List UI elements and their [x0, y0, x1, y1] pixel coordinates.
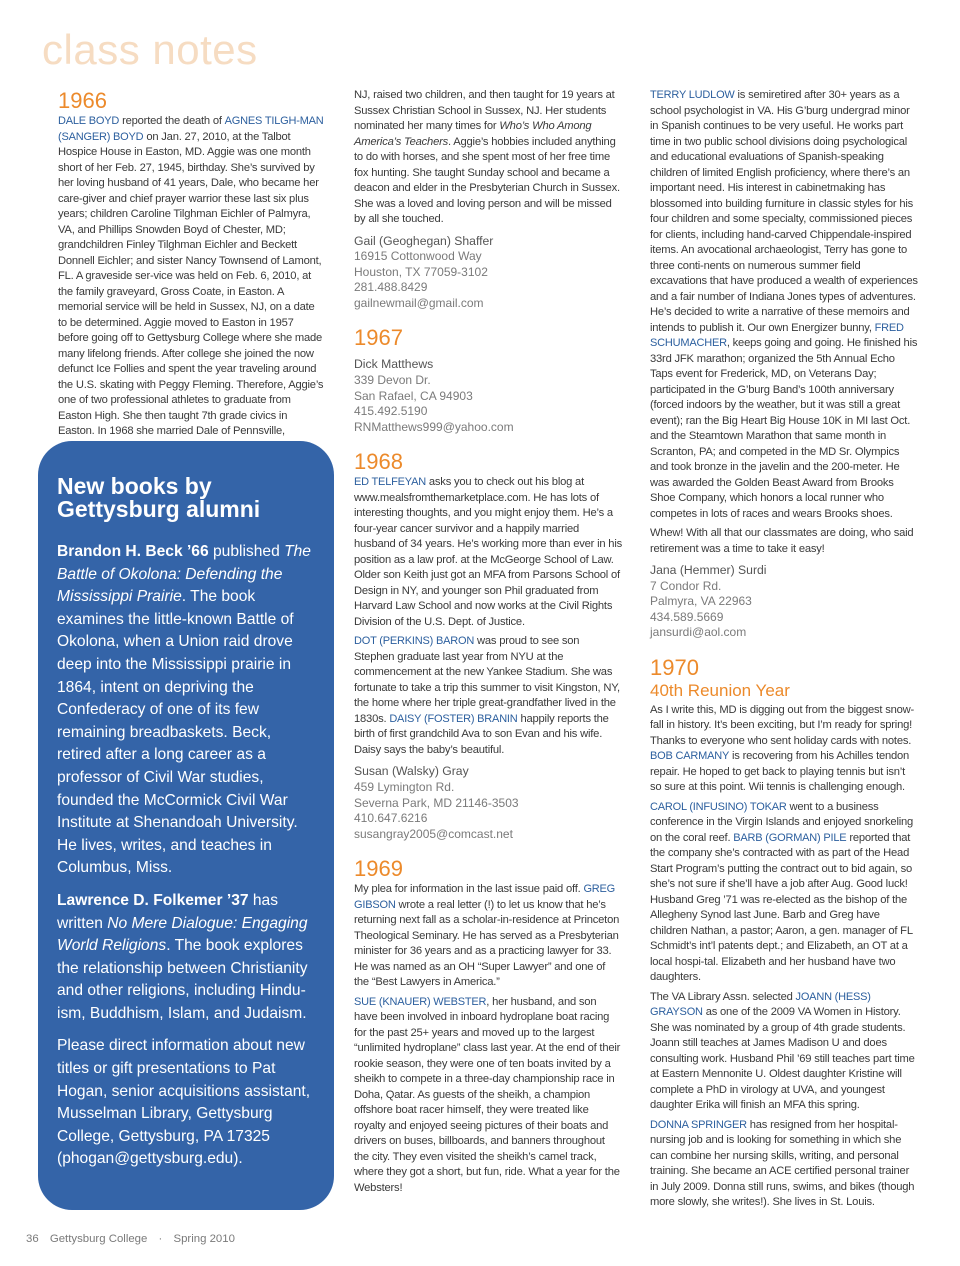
note-grayson — [650, 990, 918, 1114]
note-boyd — [58, 114, 326, 440]
book-beck — [57, 541, 316, 880]
footer-separator: · — [158, 1233, 163, 1245]
author-name: Lawrence D. Folkemer ’37 — [57, 891, 249, 909]
alumni-name: SUE (KNAUER) WEBSTER — [354, 995, 487, 1008]
class-reporter-1967 — [354, 357, 622, 435]
text-run: reported the death of — [119, 115, 225, 127]
note-baron — [354, 634, 622, 758]
reporter-contact-line: 410.647.6216 — [354, 811, 428, 826]
reunion-label: 40th Reunion Year — [650, 680, 790, 700]
title-italic: No Mere Dialogue: Engaging World Religions — [57, 914, 308, 955]
reporter-contact-line: gailnewmail@gmail.com — [354, 295, 484, 310]
author-name: Brandon H. Beck ’66 — [57, 543, 209, 560]
note-webster — [354, 995, 622, 1197]
issue-date: Spring 2010 — [173, 1233, 235, 1245]
text-run: on Jan. 27, 2010, at the Talbot Hospice House in Easton, MD. Aggie was one month short of her Feb. 27, 1945, birthday. She’s survived by her loving husband of 41 years, Dale, who became her care-giver and chief prayer warrior these last six plus years; children Caroline Tilghman Eichler of Palmyra, VA, and Phillips Snowden Boyd of Chester, MD; grandchildren Finley Tilghman Eichler and Beckett Donnell Eichler; and sister Nancy Townsend of Lamont, FL. A graveside ser-vice was held on Feb. 6, 2010, at the family graveyard, Gross Coate, in Easton. A memorial service will be held in Sussex, NJ, on a date to be determined. Aggie moved to Easton in 1957 before going off to Gettysburg College where she made many lifelong friends. After college she joined the now defunct Ice Follies and spent the year traveling around the U.S. skating with Peggy Fleming. Therefore, Aggie’s one of two professional athletes to graduate from Easton High. She then taught 7th grade civics in Easton. In 1968 she married Dale of Pennsville, — [58, 130, 324, 437]
note-ludlow — [650, 88, 918, 522]
text-run: . Aggie’s hobbies included anything to do with horses, and she spent most of her free time fox hunting. She taught Sunday school and became a deacon and elder in the Presbyterian Church in Sussex. She was a loved and loving person and will be missed by all she touched. — [354, 135, 620, 225]
text-run: The VA Library Assn. selected — [650, 990, 796, 1003]
alumni-name: DONNA SPRINGER — [650, 1118, 747, 1131]
alumni-name: CAROL (INFUSINO) TOKAR — [650, 800, 787, 813]
reporter-contact-line: Houston, TX 77059-3102 — [354, 264, 488, 279]
reporter-name: Gail (Geoghegan) Shaffer — [354, 233, 494, 248]
text-run: NJ, raised two children, and then taught for 19 years at Sussex Christian School in Sussex, NJ. Her students nominated her many times for — [354, 89, 615, 132]
text-run: As I write this, MD is digging out from the biggest snow-fall in history. It’s been exciting, but I’m ready for spring! Thanks to everyone who sent holiday cards with notes. — [650, 703, 915, 747]
reporter-contact-line: Palmyra, VA 22963 — [650, 594, 752, 609]
note-springer — [650, 1118, 918, 1211]
column-1 — [58, 88, 326, 444]
alumni-name: DAISY (FOSTER) BRANIN — [389, 712, 518, 725]
reporter-contact-line: 16915 Cottonwood Way — [354, 249, 482, 264]
alumni-name: BOB CARMANY — [650, 750, 730, 763]
text-run: wrote a real letter (!) to let us know that he’s returning next fall as a scholar-in-residence at Princeton Theological Seminary. He has served as a Presbyterian minister for 36 years and as a practicing lawyer for 33. He was named as an OH “Super Lawyer” and one of the “Best Lawyers in America.” — [354, 898, 620, 989]
text-run: is semiretired after 30+ years as a school psychologist in VA. His G’burg undergrad minor in Spanish continues to be very useful. He works part time in two public school divisions doing psychological and educational evaluations of Spanish-speaking children of limited English proficiency, where there’s an important need. His interest in cabinetmaking has blossomed into building furniture in classic styles for his four children and some specialty, commissioned pieces for clients, including hand-carved Chippendale-inspired items. An avocational archaeologist, Terry has gone to three conti-nents on numerous summer field excavations that have produced a wealth of experiences and a fair number of Indiana Jones types of adventures. He’s decided to write a narrative of these memoirs and intends to publish it. Our own Energizer bunny, — [650, 89, 918, 334]
section-title: class notes — [42, 26, 258, 73]
column-2 — [354, 88, 622, 1200]
alumni-name: JOANN (HESS) GRAYSON — [650, 990, 871, 1019]
reporter-contact-line: Severna Park, MD 21146-3503 — [354, 795, 519, 810]
text-run: happily reports the birth of first grandchild Ava to son Evan and his wife. Daisy says the baby’s beautiful. — [354, 712, 609, 756]
text-run: has written — [57, 891, 279, 932]
note-boyd-continued — [354, 88, 622, 228]
class-year-1970: 1970 — [650, 654, 699, 680]
reporter-contact-line: 415.492.5190 — [354, 404, 428, 419]
submission-info: Please direct information about new titles or gift presentations to Pat Hogan, senior acquisitions assistant, Musselman Library, Gettysburg College, Gettysburg, PA 17325 (phogan@gettysburg.edu). — [57, 1037, 311, 1168]
text-run: is recovering from his Achilles tendon repair. He hoped to get back to playing tennis but isn’t so sure at this point. Wii tennis is challenging enough. — [650, 750, 910, 794]
text-run: published — [208, 543, 285, 560]
text-run: asks you to check out his blog at www.mealsfromthemarketplace.com. He has lots of interesting thoughts, and you might enjoy them. He’s a four-year cancer survivor and a happily married husband of 34 years. He’s working more than ever in his position as a law prof. at the McGeorge School of Law. Older son Keith just got an MFA from Parsons School of Design in NY, and younger son Phil graduated from Harvard Law School and now works at the Civil Rights Division of the U.S. Dept. of Justice. — [354, 476, 623, 628]
book-folkemer — [57, 890, 316, 1026]
reporter-name: Jana (Hemmer) Surdi — [650, 563, 767, 577]
reporter-contact-line: San Rafael, CA 94903 — [354, 388, 473, 403]
text-run: was proud to see son Stephen graduate last year from NYU at the commencement at the new Yankee Stadium. She was fortunate to take a trip this summer to visit Kingston, NY, the home where her triple great-grandfather lived in the 1830s. — [354, 635, 620, 725]
reporter-contact-line: RNMatthews999@yahoo.com — [354, 419, 514, 434]
title-italic: The Battle of Okolona: Defending the Mississippi Prairie — [57, 543, 311, 606]
reporter-contact-line: 339 Devon Dr. — [354, 373, 431, 388]
note-gibson — [354, 882, 622, 991]
alumni-name: DOT (PERKINS) BARON — [354, 635, 475, 648]
alumni-name: TERRY LUDLOW — [650, 89, 735, 101]
text-run: went to a business conference in the Virgin Islands and enjoyed snorkeling on the coral reef. — [650, 800, 914, 844]
reporter-contact-line: susangray2005@comcast.net — [354, 826, 513, 841]
alumni-name: DALE BOYD — [58, 115, 120, 127]
reporter-contact-line: 7 Condor Rd. — [650, 578, 722, 593]
text-run: reported that the company she’s contracted with as part of the Head Start Program’s putting the contract out to bid again, so she’s not sure if she’ll have a job after Aug. Good luck! Husband Greg ’71 was re-elected as the bishop of the Allegheny Synod last June. Barb and Greg have children Nathan, a pastor; Aaron, a gen. manager of FL Schmidt’s int’l patents dept.; and Elizabeth, an OT at a local hospi-tal. Elizabeth and her husband have two daughters. — [650, 831, 913, 984]
text-run: . The book explores the relationship between Christianity and other religions, including Hindu-ism, Buddhism, Islam, and Judaism. — [57, 937, 308, 1022]
text-run: , her husband, and son have been involved in inboard hydroplane boat racing for the past 25+ years and moved up to the largest “unlimited hydroplane” class last year. At the end of their rookie season, they were one of ten boats invited by a sheikh to compete in a three-day championship race in Doha, Qatar. As guests of the sheikh, a champion offshore boat racer himself, they were treated like royalty and enjoyed seeing pictures of their boats and drivers on buses, billboards, and banners throughout the city. They even visited the sheikh’s camel track, where they got a short, but fun, ride. What a year for the Websters! — [354, 995, 621, 1194]
note-carmany — [650, 703, 918, 796]
column-3 — [650, 88, 918, 1215]
note-tokar-pile — [650, 800, 918, 986]
reporter-contact-line: jansurdi@aol.com — [650, 625, 747, 640]
alumni-name: BARB (GORMAN) PILE — [733, 831, 847, 844]
reporter-contact-line: 459 Lymington Rd. — [354, 780, 455, 795]
class-year-1968: 1968 — [354, 449, 403, 475]
note-telfeyan — [354, 475, 622, 630]
page-number: 36 — [26, 1233, 39, 1245]
reporter-contact-line: 434.589.5669 — [650, 609, 724, 624]
reporter-name: Dick Matthews — [354, 357, 434, 372]
class-year-1966: 1966 — [58, 88, 107, 113]
text-run: as one of the 2009 VA Women in History. She was nominated by a group of 4th grade students. Joann still teaches at James Madison U and does consulting work. Husband Phil ’69 still teaches part time at Eastern Mennonite U. Oldest daughter Kristine will complete a PhD in virology at UVA, and youngest daughter Erika will finish an MFA this spring. — [650, 1006, 915, 1112]
text-run: , keeps going and going. He finished his 33rd JFK marathon; organized the 5th Annual Echo Taps event for Frederick, MD, on Veterans Day; participated in the G’burg Band’s 100th anniversary (forced indoors by the weather, but it was still a great event); ran the Big Heart Big House 10K in MI last Oct. and the Steamtown Marathon that same month in Scranton, PA; and competed in the MD Sr. Olympics and took bronze in the javelin and the 200-meter. He was awarded the Golden Beast Award from Brooks Shoe Company, which honors a local runner who competes in lots of races and wears Brooks shoes. — [650, 337, 918, 520]
text-run: My plea for information in the last issue paid off. — [354, 883, 584, 896]
sidebar-title: New books by Gettysburg alumni — [57, 473, 261, 522]
class-reporter-1969 — [650, 563, 918, 641]
class-reporter-1968 — [354, 764, 622, 842]
new-books-sidebar — [38, 441, 334, 1210]
title-italic: Who’s Who Among America’s Teachers — [354, 120, 592, 148]
alumni-name: GREG GIBSON — [354, 883, 616, 911]
class-reporter-1966 — [354, 234, 622, 312]
reporter-name: Susan (Walsky) Gray — [354, 764, 469, 779]
publication-name: Gettysburg College — [49, 1233, 148, 1245]
text-run: . The book examines the little-known Battle of Okolona, when a Union raid drove deep into the Mississippi prairie in 1864, intent on depriving the Confederacy of one of its few remaining breadbaskets. Beck, retired after a long career as a professor of Civil War studies, founded the McCormick Civil War Institute at Shenandoah University. He lives, writes, and teaches in Columbus, Miss. — [57, 588, 298, 877]
note-whew: Whew! With all that our classmates are doing, who said retirement was a time to take it easy! — [650, 527, 914, 555]
class-year-1967: 1967 — [354, 325, 403, 351]
text-run: has resigned from her hospital-nursing job and is looking for something in which she can combine her nursing skills, writing, and personal training. She became an ACE certified personal trainer in July 2009. Donna still runs, swims, and bikes (though more slowly, she writes!). She lives in St. Louis. — [650, 1118, 915, 1209]
page-footer — [26, 1233, 235, 1245]
alumni-name: FRED SCHUMACHER — [650, 321, 904, 349]
alumni-name: ED TELFEYAN — [354, 476, 426, 489]
alumni-name: AGNES TILGH-MAN (SANGER) BOYD — [58, 115, 324, 143]
class-year-1969: 1969 — [354, 856, 403, 882]
reporter-contact-line: 281.488.8429 — [354, 280, 428, 295]
